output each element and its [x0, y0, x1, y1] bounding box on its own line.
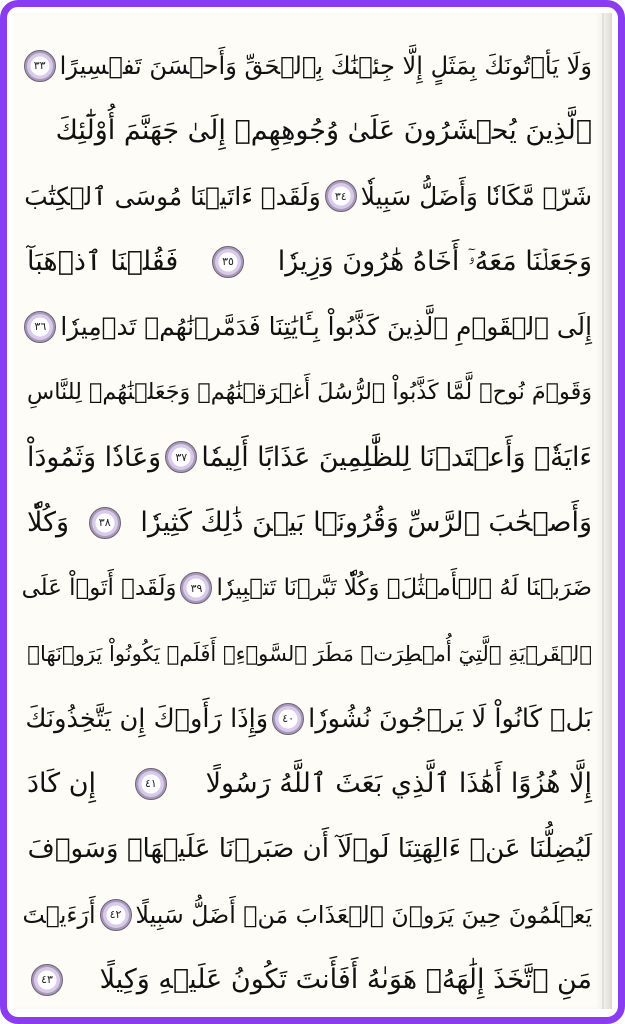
verse-text: إِلَّا هُزُوًا أَهَٰذَا ٱلَّذِي بَعَثَ ٱللَّهُ رَسُولًا — [205, 768, 592, 800]
ayah-number-marker[interactable]: ٣٥ — [212, 246, 244, 278]
ayah-number-marker[interactable]: ٣٨ — [89, 507, 121, 539]
ayah-number-marker[interactable]: ٤١ — [135, 768, 167, 800]
text-line — [27, 686, 592, 751]
text-line — [27, 425, 592, 490]
text-line — [27, 33, 592, 98]
verse-text: وَكُلّٗا — [27, 507, 70, 539]
verse-text: لَيُضِلُّنَا عَنۡ ءَالِهَتِنَا لَوۡلَآ أَن صَبَرۡنَا عَلَيۡهَاۚ وَسَوۡفَ — [27, 834, 592, 865]
ayah-number-marker[interactable]: ٣٤ — [325, 180, 357, 212]
verse-text: وَجَعَلۡنَا مَعَهُۥٓ أَخَاهُ هَٰرُونَ وَزِيرٗا — [277, 245, 592, 277]
text-line — [27, 817, 592, 882]
verse-text: إِن كَادَ — [27, 768, 97, 800]
quran-text-block — [21, 33, 592, 996]
verse-text: شَرّٞ مَّكَانٗا وَأَضَلُّ سَبِيلٗا — [360, 181, 592, 211]
verse-text: ءَايَةٗۖ وَأَعۡتَدۡنَا لِلظَّٰلِمِينَ عَذَابًا أَلِيمٗا — [201, 441, 592, 473]
ayah-number-marker[interactable]: ٣٦ — [24, 311, 56, 343]
text-line — [24, 164, 592, 229]
verse-text: وَإِذَا رَأَوۡكَ إِن يَتَّخِذُونَكَ — [25, 703, 269, 734]
verse-text: ضَرَبۡنَا لَهُ ٱلۡأَمۡثَٰلَۖ وَكُلّٗا تَبَّرۡنَا تَتۡبِيرٗا — [216, 575, 592, 602]
ayah-number-marker[interactable]: ٤٢ — [100, 899, 132, 931]
text-line — [21, 555, 592, 620]
verse-text: وَأَصۡحَٰبَ ٱلرَّسِّ وَقُرُونَۢا بَيۡنَ ذَٰلِكَ كَثِيرٗا — [140, 507, 592, 539]
verse-text: يَعۡلَمُونَ حِينَ يَرَوۡنَ ٱلۡعَذَابَ مَنۡ أَضَلُّ سَبِيلًا — [135, 900, 592, 929]
mushaf-page[interactable] — [13, 13, 604, 1009]
ayah-number-marker[interactable]: ٤٣ — [31, 964, 63, 996]
text-line — [27, 490, 592, 555]
ayah-number-marker[interactable]: ٣٣ — [24, 50, 56, 82]
verse-text: وَعَادٗا وَثَمُودَاْ — [27, 441, 162, 473]
text-line — [27, 229, 592, 294]
verse-text: إِلَى ٱلۡقَوۡمِ ٱلَّذِينَ كَذَّبُواْ بِـَٔايَٰتِنَا فَدَمَّرۡنَٰهُمۡ تَدۡمِيرٗا — [60, 312, 592, 342]
text-line — [27, 294, 592, 359]
text-line — [27, 947, 592, 1012]
verse-text: ٱلَّذِينَ يُحۡشَرُونَ عَلَىٰ وُجُوهِهِمۡ إِلَىٰ جَهَنَّمَ أُوْلَٰٓئِكَ — [55, 115, 592, 147]
text-line — [27, 751, 592, 816]
verse-text: وَلَا يَأۡتُونَكَ بِمَثَلٍ إِلَّا جِئۡنَٰكَ بِٱلۡحَقِّ وَأَحۡسَنَ تَفۡسِيرًا — [59, 51, 592, 80]
verse-text: وَلَقَدۡ ءَاتَيۡنَا مُوسَى ٱلۡكِتَٰبَ — [24, 181, 321, 211]
verse-text: فَقُلۡنَا ٱذۡهَبَآ — [27, 246, 179, 278]
text-line — [22, 882, 592, 947]
verse-text: وَقَوۡمَ نُوحٖ لَّمَّا كَذَّبُواْ ٱلرُّسُلَ أَغۡرَقۡنَٰهُمۡ وَجَعَلۡنَٰهُمۡ لِلنَّاسِ — [26, 379, 592, 406]
text-line — [27, 621, 592, 686]
verse-text: مَنِ ٱتَّخَذَ إِلَٰهَهُۥ هَوَىٰهُ أَفَأَنتَ تَكُونُ عَلَيۡهِ وَكِيلًا — [99, 964, 592, 996]
page-edge — [604, 13, 612, 1009]
ayah-number-marker[interactable]: ٤٠ — [272, 703, 304, 735]
verse-text: ٱلۡقَرۡيَةِ ٱلَّتِيٓ أُمۡطِرَتۡ مَطَرَ ٱلسَّوۡءِۚ أَفَلَمۡ يَكُونُواْ يَرَوۡنَهَاۚ — [27, 640, 592, 666]
verse-text: بَلۡ كَانُواْ لَا يَرۡجُونَ نُشُورٗا — [308, 703, 592, 734]
ayah-number-marker[interactable]: ٣٧ — [165, 441, 197, 473]
text-line — [27, 359, 592, 424]
ayah-number-marker[interactable]: ٣٩ — [180, 572, 212, 604]
text-line — [27, 98, 592, 163]
verse-text: أَرَءَيۡتَ — [22, 900, 96, 929]
verse-text: وَلَقَدۡ أَتَوۡاْ عَلَى — [21, 575, 177, 602]
